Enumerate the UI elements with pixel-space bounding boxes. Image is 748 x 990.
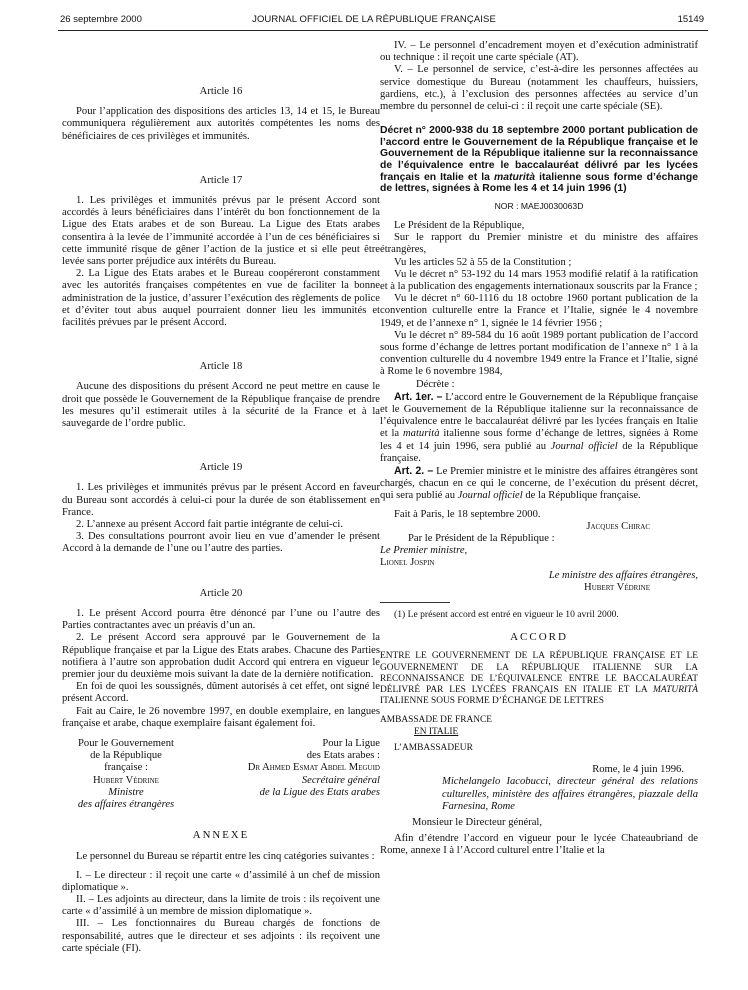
signature-block [62, 738, 380, 811]
footnote: (1) Le présent accord est entré en vigueur le 10 avril 2000. [394, 609, 619, 621]
right-column [380, 40, 698, 858]
sig-fr-name: Hubert Védrine [93, 774, 159, 786]
sig-league-line-1: Pour la Ligue [322, 737, 380, 749]
premier-ministre-title: Le Premier ministre, [380, 545, 468, 557]
left-column [62, 40, 380, 955]
page-header [0, 10, 748, 30]
sig-league-name: Dr Ahmed Esmat Abdel Meguid [247, 762, 380, 774]
sig-league-role-1: Secrétaire général [301, 774, 380, 786]
article-17-heading: Article 17 [199, 174, 243, 186]
ambassadeur-label: L’AMBASSADEUR [394, 742, 473, 753]
decree-title: Décret n° 2000-938 du 18 septembre 2000 portant publication de l’accord entre le Gouvernement de la République française et le Gouvernement de la République italienne sur la reconnaissance de l’équivalence entre le baccalauréat délivré par les lycées français en Italie et la maturità italienne sous forme d’échange de lettres, signées à Rome les 4 et 14 juin 1996 (1) [380, 125, 699, 195]
annexe-intro: Le personnel du Bureau se répartit entre les cinq catégories suivantes : [76, 851, 375, 863]
accord-subtitle: ENTRE LE GOUVERNEMENT DE LA RÉPUBLIQUE FRANÇAISE ET LE GOUVERNEMENT DE LA RÉPUBLIQUE ITALIENNE SUR LA RECONNAISSANCE DE L’ÉQUIVALENCE ENTRE LE BACCALAURÉAT DÉLIVRÉ PAR LES LYCÉES FRANÇAIS EN ITALIE ET LA MATURITÀ ITALIENNE SOUS FORME D’ÉCHANGE DE LETTRES [380, 651, 698, 707]
sig-league-role-2: de la Ligue des Etats arabes [259, 786, 380, 798]
sig-fr-line-2: de la République [90, 750, 162, 762]
decree-fait: Fait à Paris, le 18 septembre 2000. [394, 508, 541, 520]
decree-vu-3: Vu le décret n° 60-1116 du 18 octobre 1960 portant publication de la convention culturelle entre la France et l’Italie, signée le 4 novembre 1949, et de l’annexe n° 1, signée le 14 février 1956 ; [380, 293, 698, 329]
article-18-heading: Article 18 [199, 361, 243, 373]
article-20-para-1: 1. Le présent Accord pourra être dénoncé par l’une ou l’autre des Parties contractantes avec un préavis d’un an. [62, 607, 380, 632]
article-20-para-2: 2. Le présent Accord sera approuvé par le Gouvernement de la République française et par la Ligue des Etats arabes. Chacune des Parties notifiera à l’autre son approbation dudit Accord qui entrera en vigueur le premier jour du deuxième mois suivant la date de la dernière notification. [62, 632, 380, 680]
premier-ministre-name: Lionel Jospin [380, 557, 435, 569]
header-date: 26 septembre 2000 [60, 14, 142, 25]
header-rule [58, 30, 708, 31]
annexe-heading: ANNEXE [192, 829, 250, 842]
decree-report: Sur le rapport du Premier ministre et du ministre des affaires étrangères, [380, 232, 698, 256]
accord-heading: ACCORD [510, 631, 568, 644]
decree-vu-2: Vu le décret n° 53-192 du 14 mars 1953 modifié relatif à la ratification et à la publication des engagements internationaux souscrits par la France ; [380, 268, 698, 292]
sig-league-line-2: des Etats arabes : [306, 750, 380, 762]
decree-vu-4: Vu le décret n° 89-584 du 16 août 1989 portant publication de l’accord sous forme d’échange de lettres portant modification de l’annexe n° 1 à la convention culturelle du 4 novembre 1949 entre la France et l’Italie, signé à Rome le 6 novembre 1984, [380, 329, 698, 378]
article-19-para-1: 1. Les privilèges et immunités prévus par le présent Accord en faveur du Bureau sont accordés à celui-ci pour la durée de son établissement en France. [62, 482, 380, 518]
sig-fr-role-1: Ministre [108, 786, 144, 798]
header-page-number: 15149 [677, 14, 704, 25]
article-19-heading: Article 19 [199, 462, 243, 474]
article-19-para-2: 2. L’annexe au présent Accord fait partie intégrante de celui-ci. [76, 519, 343, 531]
article-17-para-2: 2. La Ligue des Etats arabes et le Bureau coopéreront constamment avec les autorités françaises compétentes en vue de faciliter la bonne administration de la justice, d’assurer l’exécution des règlements de police et d’éviter tout abus auquel pourraient donner lieu les immunités et facilités prévues par le présent Accord. [62, 268, 380, 329]
ministre-name: Hubert Védrine [584, 581, 650, 593]
header-title: JOURNAL OFFICIEL DE LA RÉPUBLIQUE FRANÇAISE [252, 14, 496, 25]
footnote-rule [380, 602, 450, 603]
article-20-para-3: En foi de quoi les soussignés, dûment autorisés à cet effet, ont signé le présent Accord. [62, 681, 380, 705]
decree-president: Le Président de la République, [394, 219, 525, 231]
sig-fr-line-3: française : [104, 762, 148, 774]
signatory-chirac: Jacques Chirac [586, 520, 650, 532]
letter-addressee: Michelangelo Iacobucci, directeur général des relations culturelles, ministère des affaires étrangères, piazzale della Farnesina, Rome [442, 776, 698, 812]
annexe-item-3: III. – Les fonctionnaires du Bureau chargés de fonctions de responsabilité, autres que le directeur et ses adjoints : ils reçoivent une carte spéciale (FI). [62, 918, 380, 954]
article-18-text: Aucune des dispositions du présent Accord ne peut mettre en cause le droit que possède le Gouvernement de la République française de prendre les mesures qu’il estimerait utiles à la sécurité de la France et à la sauvegarde de l’ordre public. [62, 381, 380, 430]
nor-reference: NOR : MAEJ0030063D [494, 200, 584, 211]
decree-article-2: Art. 2. – Le Premier ministre et le ministre des affaires étrangères sont chargés, chacun en ce qui le concerne, de l’exécution du présent décret, qui sera publié au Journal officiel de la République française. [380, 465, 698, 502]
sig-fr-role-2: des affaires étrangères [77, 798, 175, 810]
article-19-para-3: 3. Des consultations pourront avoir lieu en vue d’amender le présent Accord à la demande de l’une ou l’autre des parties. [62, 531, 380, 555]
article-20-heading: Article 20 [199, 587, 243, 599]
signature-france [62, 738, 190, 811]
ambassade-line-2: EN ITALIE [414, 726, 459, 737]
annexe-item-4: IV. – Le personnel d’encadrement moyen et d’exécution administratif ou technique : il reçoit une carte spéciale (AT). [380, 40, 698, 64]
article-17-para-1: 1. Les privilèges et immunités prévus par le présent Accord sont accordés à leurs bénéficiaires dans l’intérêt du bon fonctionnement de la Ligue des Etats arabes et de son Bureau. La Ligue des Etats arabes consentira à la levée de l’immunité accordée à l’un de ces bénéficiaires si cette immunité risque de gêner l’action de la justice et si elle peut être levée sans porter préjudice aux intérêts du Bureau. [62, 195, 380, 268]
ministre-title: Le ministre des affaires étrangères, [548, 569, 698, 581]
par-le-president: Par le Président de la République : [408, 533, 555, 545]
ambassade-line-1: AMBASSADE DE FRANCE [380, 714, 492, 725]
article-16-heading: Article 16 [199, 86, 243, 97]
decree-decrete: Décrète : [416, 378, 455, 390]
letter-body: Afin d’étendre l’accord en vigueur pour le lycée Chateaubriand de Rome, annexe I à l’Accord culturel entre l’Italie et la [380, 833, 698, 857]
annexe-item-1: I. – Le directeur : il reçoit une carte « d’assimilé à un chef de mission diplomatique ». [62, 869, 380, 893]
article-16-text: Pour l’application des dispositions des articles 13, 14 et 15, le Bureau communiquera régulièrement aux autorités compétentes les noms des bénéficiaires de ces privilèges et immunités. [62, 106, 380, 142]
annexe-item-5: V. – Le personnel de service, c’est-à-dire les personnes affectées au service domestique du Bureau (notamment les chauffeurs, huissiers, gardiens, etc.), à l’exclusion des personnes affectées au service d’un membre du personnel de celui-ci : il reçoit une carte spéciale (SE). [380, 64, 698, 113]
annexe-item-2: II. – Les adjoints au directeur, dans la limite de trois : ils reçoivent une carte « d’assimilé à un membre de mission diplomatique ». [62, 893, 380, 918]
article-20-para-4: Fait au Caire, le 26 novembre 1997, en double exemplaire, en langues française et arabe, chaque exemplaire faisant également foi. [62, 705, 380, 729]
signature-league [194, 738, 380, 811]
decree-vu-1: Vu les articles 52 à 55 de la Constitution ; [394, 256, 572, 268]
letter-date: Rome, le 4 juin 1996. [592, 764, 684, 776]
decree-article-1: Art. 1er. – L’accord entre le Gouvernement de la République française et le Gouvernement de la République italienne sur la reconnaissance de l’équivalence entre le baccalauréat délivré par les lycées français en Italie et la maturità italienne sous forme d’échange de lettres, signées à Rome les 4 et 14 juin 1996, sera publié au Journal officiel de la République française. [380, 390, 698, 464]
letter-salutation: Monsieur le Directeur général, [412, 816, 543, 828]
sig-fr-line-1: Pour le Gouvernement [78, 737, 174, 749]
